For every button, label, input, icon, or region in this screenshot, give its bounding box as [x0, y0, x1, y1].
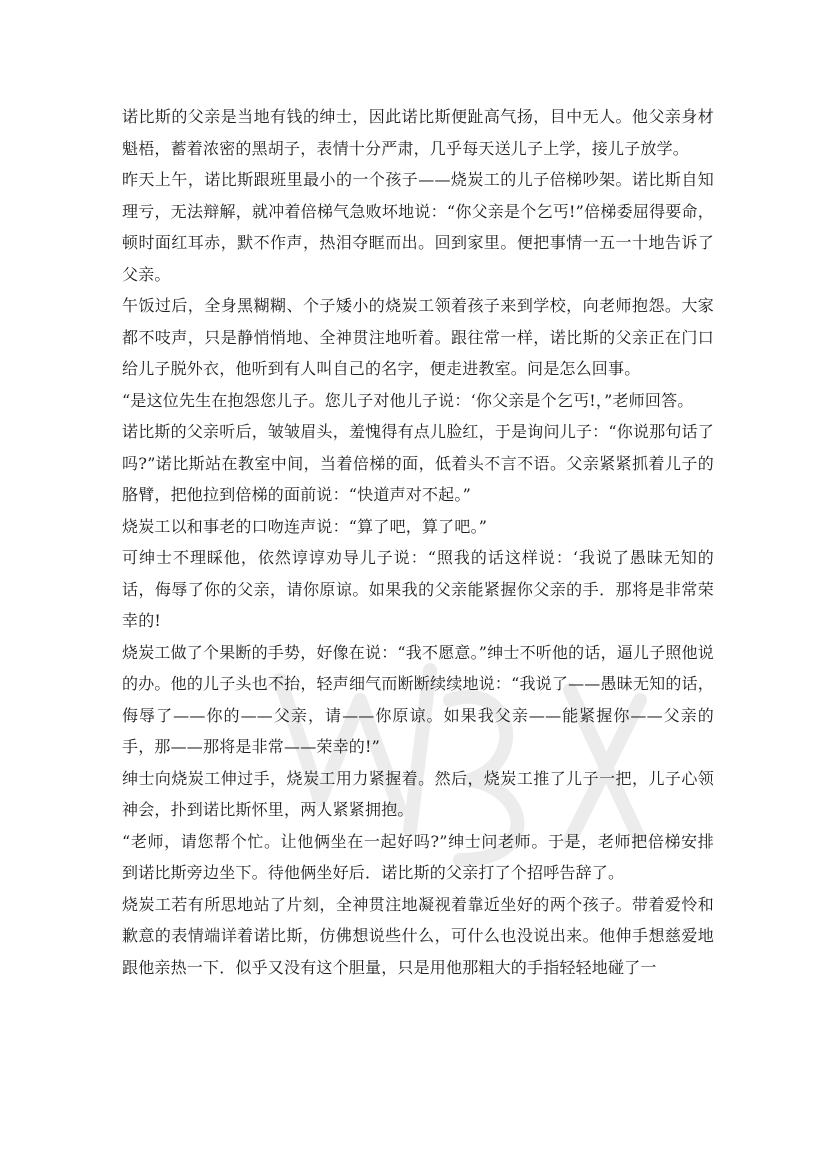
paragraph: 烧炭工以和事老的口吻连声说：“算了吧，算了吧。”: [122, 516, 488, 536]
paragraph: 可绅士不理睬他，依然谆谆劝导儿子说：“照我的话这样说：‘我说了愚昧无知的话，侮辱了你的父亲，请你原谅。如果我的父亲能紧握你父亲的手．那将是非常荣幸的!: [122, 548, 714, 630]
paragraph: 午饭过后，全身黑糊糊、个子矮小的烧炭工领着孩子来到学校，向老师抱怨。大家都不吱声，只是静悄悄地、全神贯注地听着。跟往常一样，诺比斯的父亲正在门口给儿子脱外衣，他听到有人叫自己的名字，便走进教室。问是怎么回事。: [122, 296, 714, 378]
paragraph: 绅士向烧炭工伸过手，烧炭工用力紧握着。然后，烧炭工推了儿子一把，儿子心领神会，扑到诺比斯怀里，两人紧紧拥抱。: [122, 768, 714, 819]
paragraph: “是这位先生在抱怨您儿子。您儿子对他儿子说：‘你父亲是个乞丐!，”老师回答。: [122, 390, 694, 410]
paragraph: “老师，请您帮个忙。让他俩坐在一起好吗?”绅士问老师。于是，老师把倍梯安排到诺比斯旁边坐下。待他俩坐好后．诺比斯的父亲打了个招呼告辞了。: [122, 831, 714, 882]
paragraph: 诺比斯的父亲听后，皱皱眉头，羞愧得有点儿脸红，于是询问儿子：“你说那句话了吗?”诺比斯站在教室中间，当着倍梯的面，低着头不言不语。父亲紧紧抓着儿子的胳臂，把他拉到倍梯的面前说：“快道声对不起。”: [122, 422, 714, 504]
paragraph: 烧炭工做了个果断的手势，好像在说：“我不愿意。”绅士不听他的话，逼儿子照他说的办。他的儿子头也不抬，轻声细气而断断续续地说：“我说了——愚昧无知的话，侮辱了——你的——父亲，请——你原谅。如果我父亲——能紧握你——父亲的手，那——那将是非常——荣幸的!”: [122, 642, 714, 756]
article-body: [122, 101, 714, 983]
paragraph: 诺比斯的父亲是当地有钱的绅士，因此诺比斯便趾高气扬，目中无人。他父亲身材魁梧，蓄着浓密的黑胡子，表情十分严肃，几乎每天送儿子上学，接儿子放学。: [122, 107, 714, 158]
paragraph: 昨天上午，诺比斯跟班里最小的一个孩子——烧炭工的儿子倍梯吵架。诺比斯自知理亏，无法辩解，就冲着倍梯气急败坏地说：“你父亲是个乞丐!”倍梯委屈得要命，顿时面红耳赤，默不作声，热泪夺眶而出。回到家里。便把事情一五一十地告诉了父亲。: [122, 170, 714, 284]
paragraph: 烧炭工若有所思地站了片刻，全神贯注地凝视着靠近坐好的两个孩子。带着爱怜和歉意的表情端详着诺比斯，仿佛想说些什么，可什么也没说出来。他伸手想慈爱地跟他亲热一下．似乎又没有这个胆量，只是用他那粗大的手指轻轻地碰了一: [122, 894, 714, 977]
